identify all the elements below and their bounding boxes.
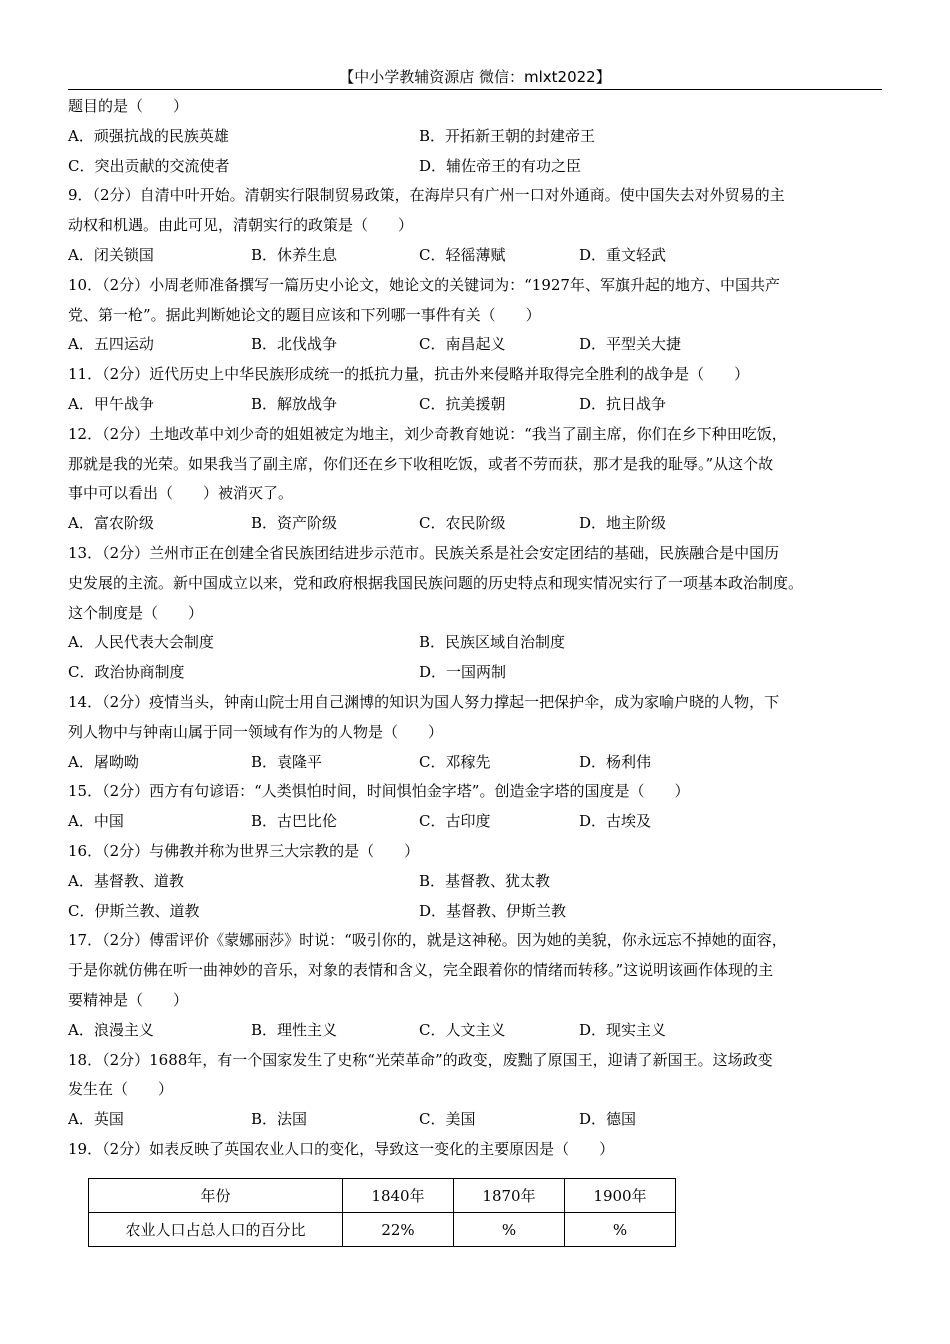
question-line: 事中可以看出（ ）被消灭了。 (68, 484, 294, 503)
answer-options (68, 1105, 890, 1135)
answer-option: D．抗日战争 (579, 394, 667, 413)
answer-option: A．顽强抗战的民族英雄 (68, 126, 229, 145)
answer-option: A．五四运动 (68, 335, 154, 354)
answer-option: D．德国 (579, 1110, 637, 1129)
answer-options (68, 390, 890, 420)
question-line: 19．（2分）如表反映了英国农业人口的变化，导致这一变化的主要原因是（ ） (68, 1139, 615, 1158)
question-content (68, 92, 890, 1165)
question-line: 党、第一枪”。据此判断她论文的题目应该和下列哪一事件有关（ ） (68, 305, 541, 324)
answer-option: C．轻徭薄赋 (419, 245, 506, 264)
answer-option: D．杨利伟 (579, 752, 652, 771)
answer-option: C．南昌起义 (419, 335, 506, 354)
answer-options (68, 152, 890, 182)
question-line: 17．（2分）傅雷评价《蒙娜丽莎》时说：“吸引你的，就是这神秘。因为她的美貌，你永远忘不掉她的面容， (68, 931, 787, 950)
question-line: 15．（2分）西方有句谚语：“人类惧怕时间，时间惧怕金字塔”。创造金字塔的国度是（ ） (68, 782, 690, 801)
answer-option: B．北伐战争 (251, 335, 338, 354)
answer-options (68, 241, 890, 271)
table-row (89, 1213, 676, 1247)
answer-option: D．重文轻武 (579, 245, 667, 264)
answer-option: D．古埃及 (579, 812, 652, 831)
answer-option: C．突出贡献的交流使者 (68, 156, 230, 175)
document-header: 【中小学教辅资源店 微信：mlxt2022】 (339, 68, 611, 86)
question-line: 10．（2分）小周老师准备撰写一篇历史小论文，她论文的关键词为：“1927年、军旗升起的地方、中国共产 (68, 275, 780, 294)
question-line: 12．（2分）土地改革中刘少奇的姐姐被定为地主，刘少奇教育她说：“我当了副主席，你们在乡下种田吃饭， (68, 424, 787, 443)
answer-option: A．基督教、道教 (68, 871, 184, 890)
answer-options (68, 658, 890, 688)
answer-options (68, 330, 890, 360)
answer-option: B．民族区域自治制度 (419, 633, 566, 652)
answer-option: A．人民代表大会制度 (68, 633, 214, 652)
table-cell: 1900年 (565, 1179, 676, 1213)
table-cell: 1840年 (343, 1179, 454, 1213)
answer-option: B．资产阶级 (251, 514, 338, 533)
question-line: 要精神是（ ） (68, 990, 189, 1009)
population-table (88, 1178, 676, 1247)
answer-option: A．甲午战争 (68, 394, 154, 413)
answer-option: C．伊斯兰教、道教 (68, 901, 200, 920)
answer-option: C．古印度 (419, 812, 491, 831)
answer-option: B．理性主义 (251, 1020, 338, 1039)
table-cell: 年份 (89, 1179, 343, 1213)
question-line: 动权和机遇。由此可见，清朝实行的政策是（ ） (68, 216, 414, 235)
question-line: 13．（2分）兰州市正在创建全省民族团结进步示范市。民族关系是社会安定团结的基础，民族融合是中国历 (68, 543, 780, 562)
answer-option: B．袁隆平 (251, 752, 323, 771)
table-cell: % (454, 1213, 565, 1247)
answer-option: B．休养生息 (251, 245, 338, 264)
answer-option: B．古巴比伦 (251, 812, 338, 831)
header-divider (68, 89, 882, 90)
question-line: 这个制度是（ ） (68, 603, 204, 622)
answer-option: B．法国 (251, 1110, 308, 1129)
answer-options (68, 1016, 890, 1046)
table-header-row (89, 1179, 676, 1213)
question-line: 14．（2分）疫情当头，钟南山院士用自己渊博的知识为国人努力撑起一把保护伞，成为家喻户晓的人物，下 (68, 692, 780, 711)
answer-options (68, 628, 890, 658)
answer-options (68, 122, 890, 152)
answer-option: D．平型关大捷 (579, 335, 682, 354)
answer-options (68, 509, 890, 539)
answer-option: B．解放战争 (251, 394, 338, 413)
table-cell: 1870年 (454, 1179, 565, 1213)
question-line: 列人物中与钟南山属于同一领域有作为的人物是（ ） (68, 722, 444, 741)
question-line: 18．（2分）1688年，有一个国家发生了史称“光荣革命”的政变，废黜了原国王，迎请了新国王。这场政变 (68, 1050, 773, 1069)
answer-option: C．邓稼先 (419, 752, 491, 771)
table-cell: % (565, 1213, 676, 1247)
answer-option: A．中国 (68, 812, 124, 831)
answer-option: D．地主阶级 (579, 514, 667, 533)
answer-option: A．英国 (68, 1110, 124, 1129)
question-line: 于是你就仿佛在听一曲神妙的音乐，对象的表情和含义，完全跟着你的情绪而转移。”这说明该画作体现的主 (68, 961, 774, 980)
answer-option: A．浪漫主义 (68, 1020, 154, 1039)
answer-option: C．抗美援朝 (419, 394, 506, 413)
answer-options (68, 748, 890, 778)
answer-option: D．现实主义 (579, 1020, 667, 1039)
answer-option: C．美国 (419, 1110, 476, 1129)
question-line: 那就是我的光荣。如果我当了副主席，你们还在乡下收租吃饭，或者不劳而获，那才是我的耻辱。”从这个故 (68, 454, 774, 473)
answer-option: B．基督教、犹太教 (419, 871, 551, 890)
answer-option: D．基督教、伊斯兰教 (419, 901, 567, 920)
answer-option: D．辅佐帝王的有功之臣 (419, 156, 582, 175)
question-line: 发生在（ ） (68, 1080, 174, 1099)
answer-options (68, 897, 890, 927)
answer-options (68, 867, 890, 897)
question-line: 11．（2分）近代历史上中华民族形成统一的抵抗力量，抗击外来侵略并取得完全胜利的战争是（ ） (68, 365, 750, 384)
answer-option: C．人文主义 (419, 1020, 506, 1039)
answer-options (68, 807, 890, 837)
answer-option: C．政治协商制度 (68, 663, 185, 682)
answer-option: D．一国两制 (419, 663, 507, 682)
answer-option: A．屠呦呦 (68, 752, 139, 771)
question-line: 题目的是（ ） (68, 97, 189, 115)
question-line: 9．（2分）自清中叶开始。清朝实行限制贸易政策，在海岸只有广州一口对外通商。使中国失去对外贸易的主 (68, 186, 785, 205)
answer-option: A．闭关锁国 (68, 245, 154, 264)
table-cell: 22% (343, 1213, 454, 1247)
answer-option: C．农民阶级 (419, 514, 506, 533)
table-cell: 农业人口占总人口的百分比 (89, 1213, 343, 1247)
question-line: 史发展的主流。新中国成立以来，党和政府根据我国民族问题的历史特点和现实情况实行了一项基本政治制度。 (68, 573, 804, 592)
question-line: 16．（2分）与佛教并称为世界三大宗教的是（ ） (68, 841, 420, 860)
answer-option: B．开拓新王朝的封建帝王 (419, 126, 596, 145)
answer-option: A．富农阶级 (68, 514, 154, 533)
